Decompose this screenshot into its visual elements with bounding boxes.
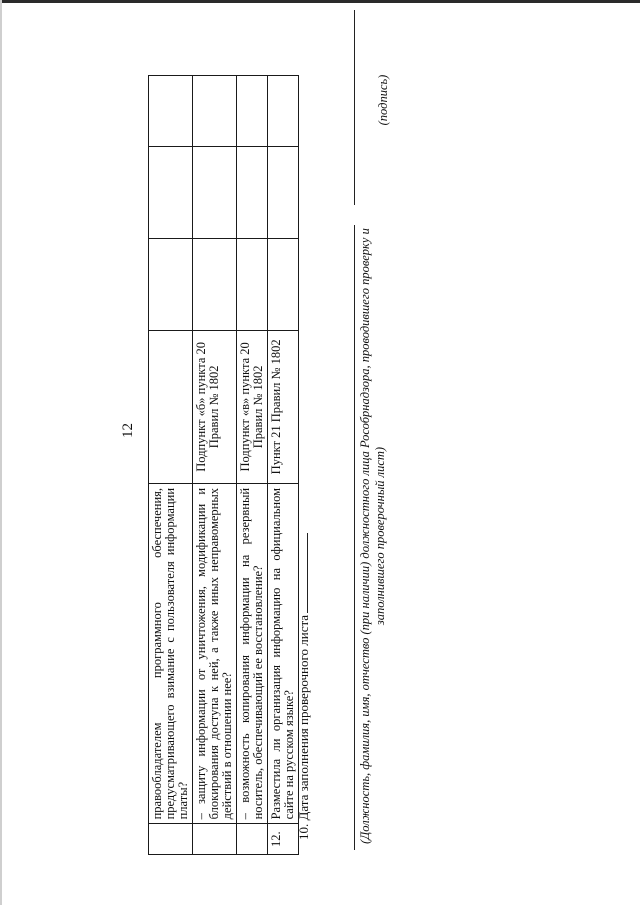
signature-rule-short <box>354 10 355 205</box>
table-row <box>268 76 299 855</box>
row-reference: Подпункт «б» пункта 20 Правил № 1802 <box>193 330 237 483</box>
row-question: – защиту информации от уничтожения, модификации и блокирования доступа к ней, а также иных неправомерных действий в отношении нее? <box>193 483 237 823</box>
answer-cell <box>268 238 299 330</box>
table-row <box>237 76 268 855</box>
page-number: 12 <box>120 423 136 438</box>
table-row <box>149 76 193 855</box>
row-number <box>237 824 268 855</box>
answer-cell <box>268 147 299 239</box>
row-question: Разместила ли организация информацию на официальном сайте на русском языке? <box>268 483 299 823</box>
answer-cell <box>149 76 193 147</box>
answer-cell <box>149 147 193 239</box>
fill-date-label: 10. Дата заполнения проверочного листа <box>296 614 311 840</box>
row-question: правообладателем программного обеспечения, предусматривающего взимание с пользователя информации платы? <box>149 483 193 823</box>
signature-label: (подпись) <box>376 74 390 126</box>
row-reference <box>149 330 193 483</box>
answer-cell <box>149 238 193 330</box>
signature-caption: (Должность, фамилия, имя, отчество (при наличии) должностного лица Рособрнадзора, проводившего проверку и заполнившего проверочный лист) <box>358 228 387 844</box>
row-number <box>149 824 193 855</box>
answer-cell <box>193 238 237 330</box>
answer-cell <box>237 238 268 330</box>
checklist-table <box>148 75 299 855</box>
row-number: 12. <box>268 824 299 855</box>
answer-cell <box>193 76 237 147</box>
rotated-content <box>46 0 606 860</box>
fill-date-line <box>296 533 312 840</box>
row-number <box>193 824 237 855</box>
answer-cell <box>268 76 299 147</box>
fill-date-blank <box>296 533 308 613</box>
row-reference: Подпункт «в» пункта 20 Правил № 1802 <box>237 330 268 483</box>
row-reference: Пункт 21 Правил № 1802 <box>268 330 299 483</box>
table-row <box>193 76 237 855</box>
scan-left-edge <box>0 0 2 905</box>
answer-cell <box>193 147 237 239</box>
row-question: – возможность копирования информации на резервный носитель, обеспечивающий ее восстановление? <box>237 483 268 823</box>
signature-rule <box>354 225 355 850</box>
answer-cell <box>237 76 268 147</box>
answer-cell <box>237 147 268 239</box>
